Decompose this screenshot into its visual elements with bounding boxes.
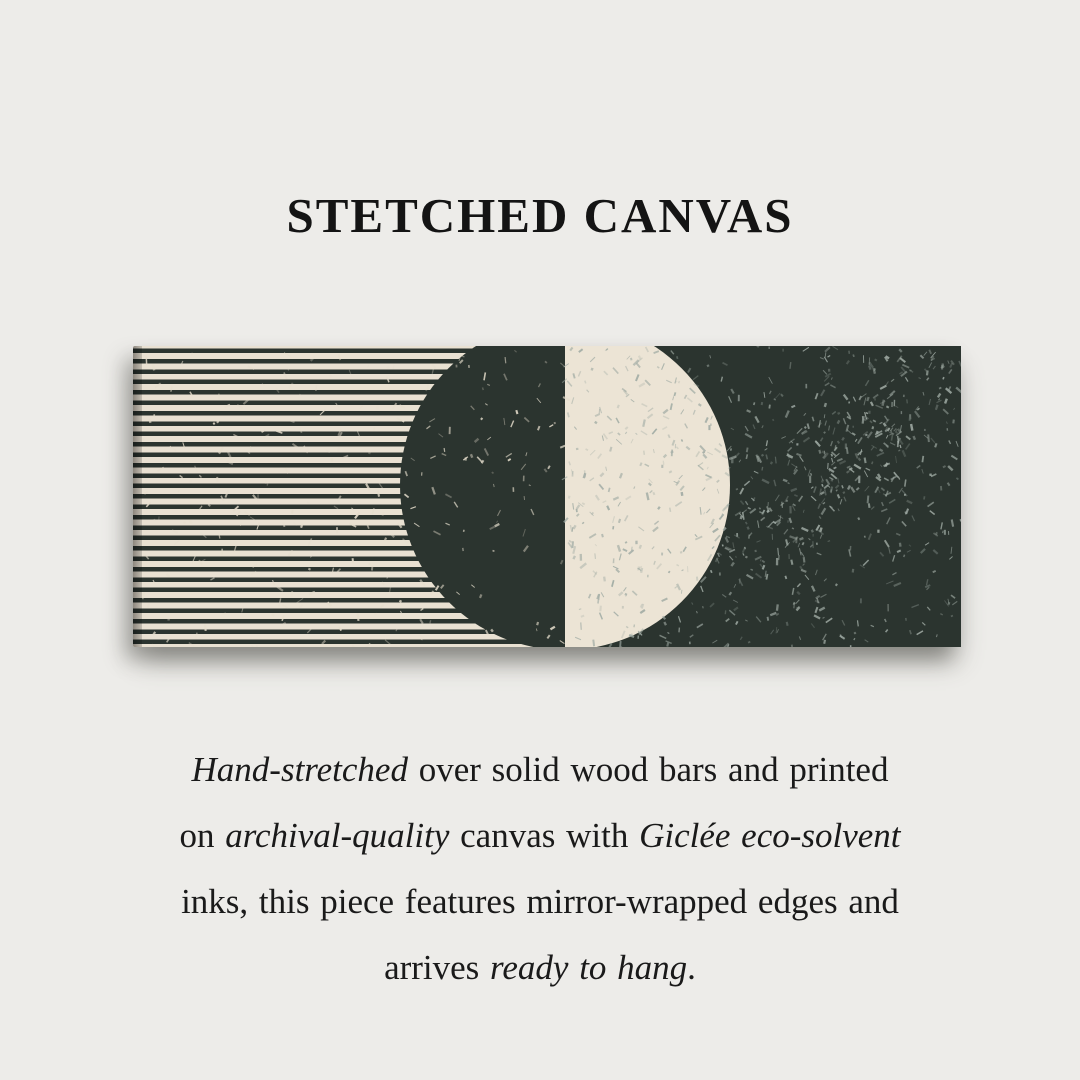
description-segment: . <box>687 948 696 987</box>
description-segment: inks, this piece features mirror-wrapped edges and <box>181 882 899 921</box>
description-segment: archival-quality <box>225 816 450 855</box>
canvas-artwork <box>133 346 961 647</box>
page-title: STETCHED CANVAS <box>286 188 794 243</box>
product-description <box>0 737 1080 1001</box>
canvas-side-edge <box>133 346 142 647</box>
description-segment: over solid wood bars and printed <box>407 750 889 789</box>
description-segment: Hand-stretched <box>191 750 408 789</box>
description-segment: Giclée eco-solvent <box>639 816 901 855</box>
description-segment: arrives <box>384 948 491 987</box>
description-segment: ready to hang <box>490 948 688 987</box>
canvas-front-face <box>142 346 961 647</box>
description-segment: on <box>179 816 226 855</box>
description-segment: canvas with <box>449 816 640 855</box>
